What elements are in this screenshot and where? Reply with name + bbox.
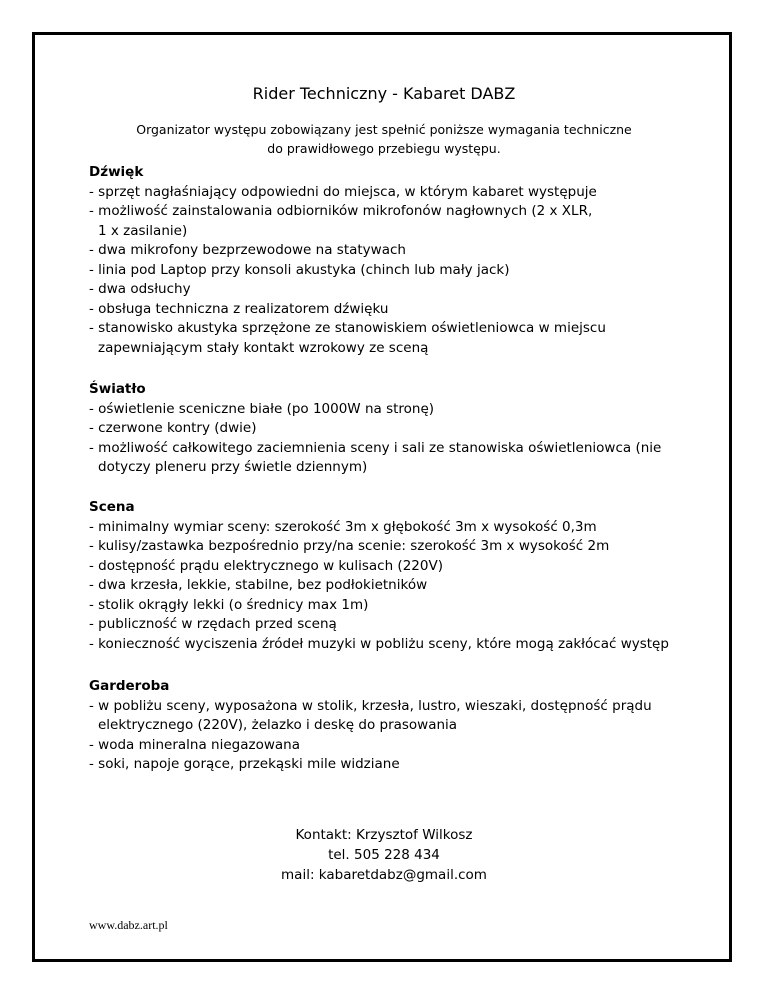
list-item: - publiczność w rzędach przed sceną (89, 616, 337, 632)
section-heading: Światło (89, 381, 146, 397)
list-item: - minimalny wymiar sceny: szerokość 3m x głębokość 3m x wysokość 0,3m (89, 518, 597, 535)
section-light (89, 380, 709, 478)
list-item: - kulisy/zastawka bezpośrednio przy/na scenie: szerokość 3m x wysokość 2m (89, 538, 610, 554)
list-item: - możliwość zainstalowania odbiorników mikrofonów nagłownych (2 x XLR, (89, 203, 593, 219)
list-item: - dwa mikrofony bezprzewodowe na statywach (89, 242, 406, 258)
intro-line: Organizator występu zobowiązany jest spełnić poniższe wymagania techniczne (136, 122, 632, 137)
list-item: - dostępność prądu elektrycznego w kulisach (220V) (89, 557, 443, 574)
list-item-continuation: zapewniającym stały kontakt wzrokowy ze sceną (98, 339, 429, 356)
list-item: - sprzęt nagłaśniający odpowiedni do miejsca, w którym kabaret występuje (89, 183, 597, 200)
contact-mail: mail: kabaretdabz@gmail.com (281, 867, 487, 883)
list-item: - konieczność wyciszenia źródeł muzyki w pobliżu sceny, które mogą zakłócać występ (89, 635, 669, 652)
section-heading: Dźwięk (89, 164, 144, 180)
section-wardrobe (89, 677, 709, 775)
contact-name: Kontakt: Krzysztof Wilkosz (295, 827, 473, 843)
list-item: - w pobliżu sceny, wyposażona w stolik, krzesła, lustro, wieszaki, dostępność prądu (89, 697, 652, 714)
intro-text (0, 120, 768, 158)
list-item: - oświetlenie sceniczne białe (po 1000W na stronę) (89, 400, 435, 417)
list-item-continuation: dotyczy pleneru przy świetle dziennym) (98, 459, 368, 475)
section-sound (89, 163, 709, 358)
section-heading: Garderoba (89, 678, 170, 694)
list-item: - stolik okrągły lekki (o średnicy max 1m) (89, 596, 369, 613)
section-heading: Scena (89, 499, 135, 515)
list-item-continuation: 1 x zasilanie) (98, 222, 188, 239)
list-item: - dwa krzesła, lekkie, stabilne, bez podłokietników (89, 577, 428, 593)
section-stage (89, 498, 709, 654)
contact-phone: tel. 505 228 434 (328, 847, 440, 863)
contact-block (0, 825, 768, 885)
list-item: - linia pod Laptop przy konsoli akustyka (chinch lub mały jack) (89, 261, 510, 278)
list-item-continuation: elektrycznego (220V), żelazko i deskę do prasowania (98, 717, 458, 733)
list-item: - możliwość całkowitego zaciemnienia sceny i sali ze stanowiska oświetleniowca (nie (89, 439, 662, 456)
list-item: - soki, napoje gorące, przekąski mile widziane (89, 756, 400, 772)
list-item: - czerwone kontry (dwie) (89, 420, 257, 436)
intro-line: do prawidłowego przebiegu występu. (267, 141, 501, 156)
footer-website: www.dabz.art.pl (89, 918, 168, 932)
list-item: - stanowisko akustyka sprzężone ze stanowiskiem oświetleniowca w miejscu (89, 320, 606, 336)
document-title: Rider Techniczny - Kabaret DABZ (252, 84, 516, 103)
list-item: - woda mineralna niegazowana (89, 736, 300, 753)
list-item: - dwa odsłuchy (89, 281, 191, 297)
list-item: - obsługa techniczna z realizatorem dźwięku (89, 300, 389, 317)
